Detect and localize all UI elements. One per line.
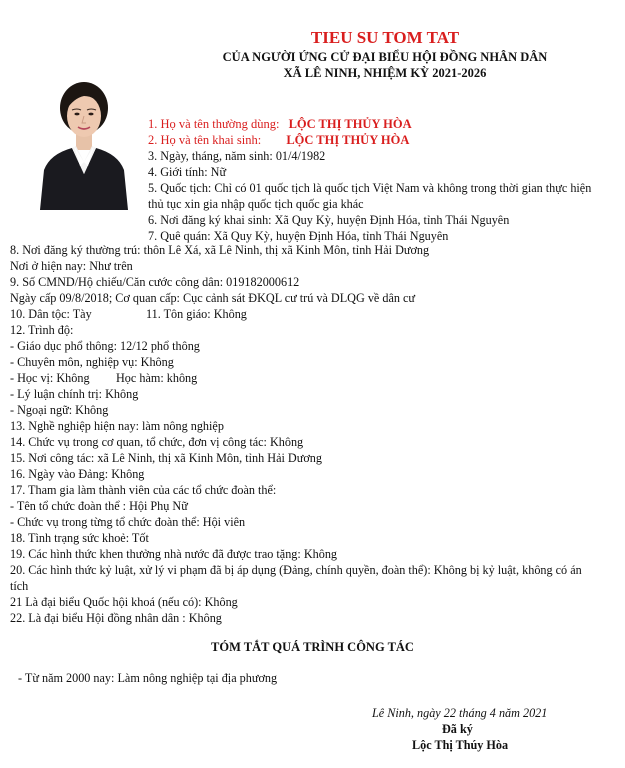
field-current-residence: Nơi ở hiện nay: Như trên: [10, 259, 133, 273]
field-hometown: 7. Quê quán: Xã Quy Kỳ, huyện Định Hóa, tỉnh Thái Nguyên: [148, 229, 449, 243]
signature-place-date: Lê Ninh, ngày 22 tháng 4 năm 2021: [372, 706, 548, 720]
field-gender: 4. Giới tính: Nữ: [148, 165, 227, 179]
field-education-heading: 12. Trình độ:: [10, 323, 74, 337]
signature-name: Lộc Thị Thúy Hòa: [412, 738, 509, 752]
field-common-name-label: 1. Họ và tên thường dùng:: [148, 117, 280, 131]
field-nationality-cont: thủ tục xin gia nhập quốc tịch quốc gia khác: [148, 197, 364, 211]
field-permanent-residence: 8. Nơi đăng ký thường trú: thôn Lê Xá, xã Lê Ninh, thị xã Kinh Môn, tỉnh Hải Dương: [10, 243, 430, 257]
field-common-name: [148, 117, 412, 132]
field-organization-role: - Chức vụ trong từng tổ chức đoàn thể: Hội viên: [10, 515, 246, 529]
field-foreign-language: - Ngoại ngữ: Không: [10, 403, 109, 417]
field-ethnicity: 10. Dân tộc: Tày: [10, 307, 92, 321]
work-history-heading: TÓM TẮT QUÁ TRÌNH CÔNG TÁC: [211, 640, 414, 654]
field-national-assembly: 21 Là đại biểu Quốc hội khoá (nếu có): Không: [10, 595, 238, 609]
field-health: 18. Tình trạng sức khoẻ: Tốt: [10, 531, 149, 545]
document-title: TIEU SU TOM TAT: [310, 28, 460, 47]
field-awards: 19. Các hình thức khen thưởng nhà nước đã được trao tặng: Không: [10, 547, 338, 561]
field-common-name-value: LỘC THỊ THỦY HÒA: [288, 117, 412, 131]
signature-status: Đã ký: [442, 722, 473, 736]
field-academic-title: Học hàm: không: [116, 371, 198, 385]
field-general-education: - Giáo dục phổ thông: 12/12 phổ thông: [10, 339, 200, 353]
field-birth-registration: 6. Nơi đăng ký khai sinh: Xã Quy Kỳ, huyện Định Hóa, tỉnh Thái Nguyên: [148, 213, 510, 227]
field-discipline: 20. Các hình thức kỷ luật, xử lý vi phạm đã bị áp dụng (Đảng, chính quyền, đoàn thể): Không bị kỷ luật, không có án: [10, 563, 582, 577]
field-workplace: 15. Nơi công tác: xã Lê Ninh, thị xã Kinh Môn, tỉnh Hải Dương: [10, 451, 322, 465]
work-history-item: - Từ năm 2000 nay: Làm nông nghiệp tại địa phương: [18, 671, 278, 685]
field-id-number: 9. Số CMND/Hộ chiếu/Căn cước công dân: 019182000612: [10, 275, 300, 289]
field-degree: - Học vị: Không: [10, 371, 90, 385]
field-birth-name-label: 2. Họ và tên khai sinh:: [148, 133, 262, 147]
field-birth-name-value: LỘC THỊ THỦY HÒA: [286, 133, 410, 147]
field-organizations: 17. Tham gia làm thành viên của các tổ chức đoàn thể:: [10, 483, 277, 497]
field-peoples-council: 22. Là đại biểu Hội đồng nhân dân : Không: [10, 611, 222, 625]
field-birth-name: [148, 133, 409, 148]
field-nationality: 5. Quốc tịch: Chỉ có 01 quốc tịch là quốc tịch Việt Nam và không trong thời gian thực hiện: [148, 181, 592, 195]
field-political-theory: - Lý luận chính trị: Không: [10, 387, 139, 401]
field-id-issue: Ngày cấp 09/8/2018; Cơ quan cấp: Cục cảnh sát ĐKQL cư trú và DLQG về dân cư: [10, 291, 416, 305]
document-subtitle-1: CỦA NGƯỜI ỨNG CỬ ĐẠI BIỂU HỘI ĐỒNG NHÂN DÂN: [222, 50, 548, 64]
field-occupation: 13. Nghề nghiệp hiện nay: làm nông nghiệp: [10, 419, 224, 433]
field-professional-training: - Chuyên môn, nghiệp vụ: Không: [10, 355, 174, 369]
field-organization-name: - Tên tổ chức đoàn thể : Hội Phụ Nữ: [10, 499, 188, 513]
document-subtitle-2: XÃ LÊ NINH, NHIỆM KỲ 2021-2026: [283, 66, 487, 80]
candidate-portrait-photo: [34, 74, 134, 210]
field-discipline-cont: tích: [10, 579, 29, 593]
field-date-of-birth: 3. Ngày, tháng, năm sinh: 01/4/1982: [148, 149, 326, 163]
field-position: 14. Chức vụ trong cơ quan, tổ chức, đơn vị công tác: Không: [10, 435, 304, 449]
field-party-date: 16. Ngày vào Đảng: Không: [10, 467, 145, 481]
field-religion: 11. Tôn giáo: Không: [146, 307, 247, 321]
